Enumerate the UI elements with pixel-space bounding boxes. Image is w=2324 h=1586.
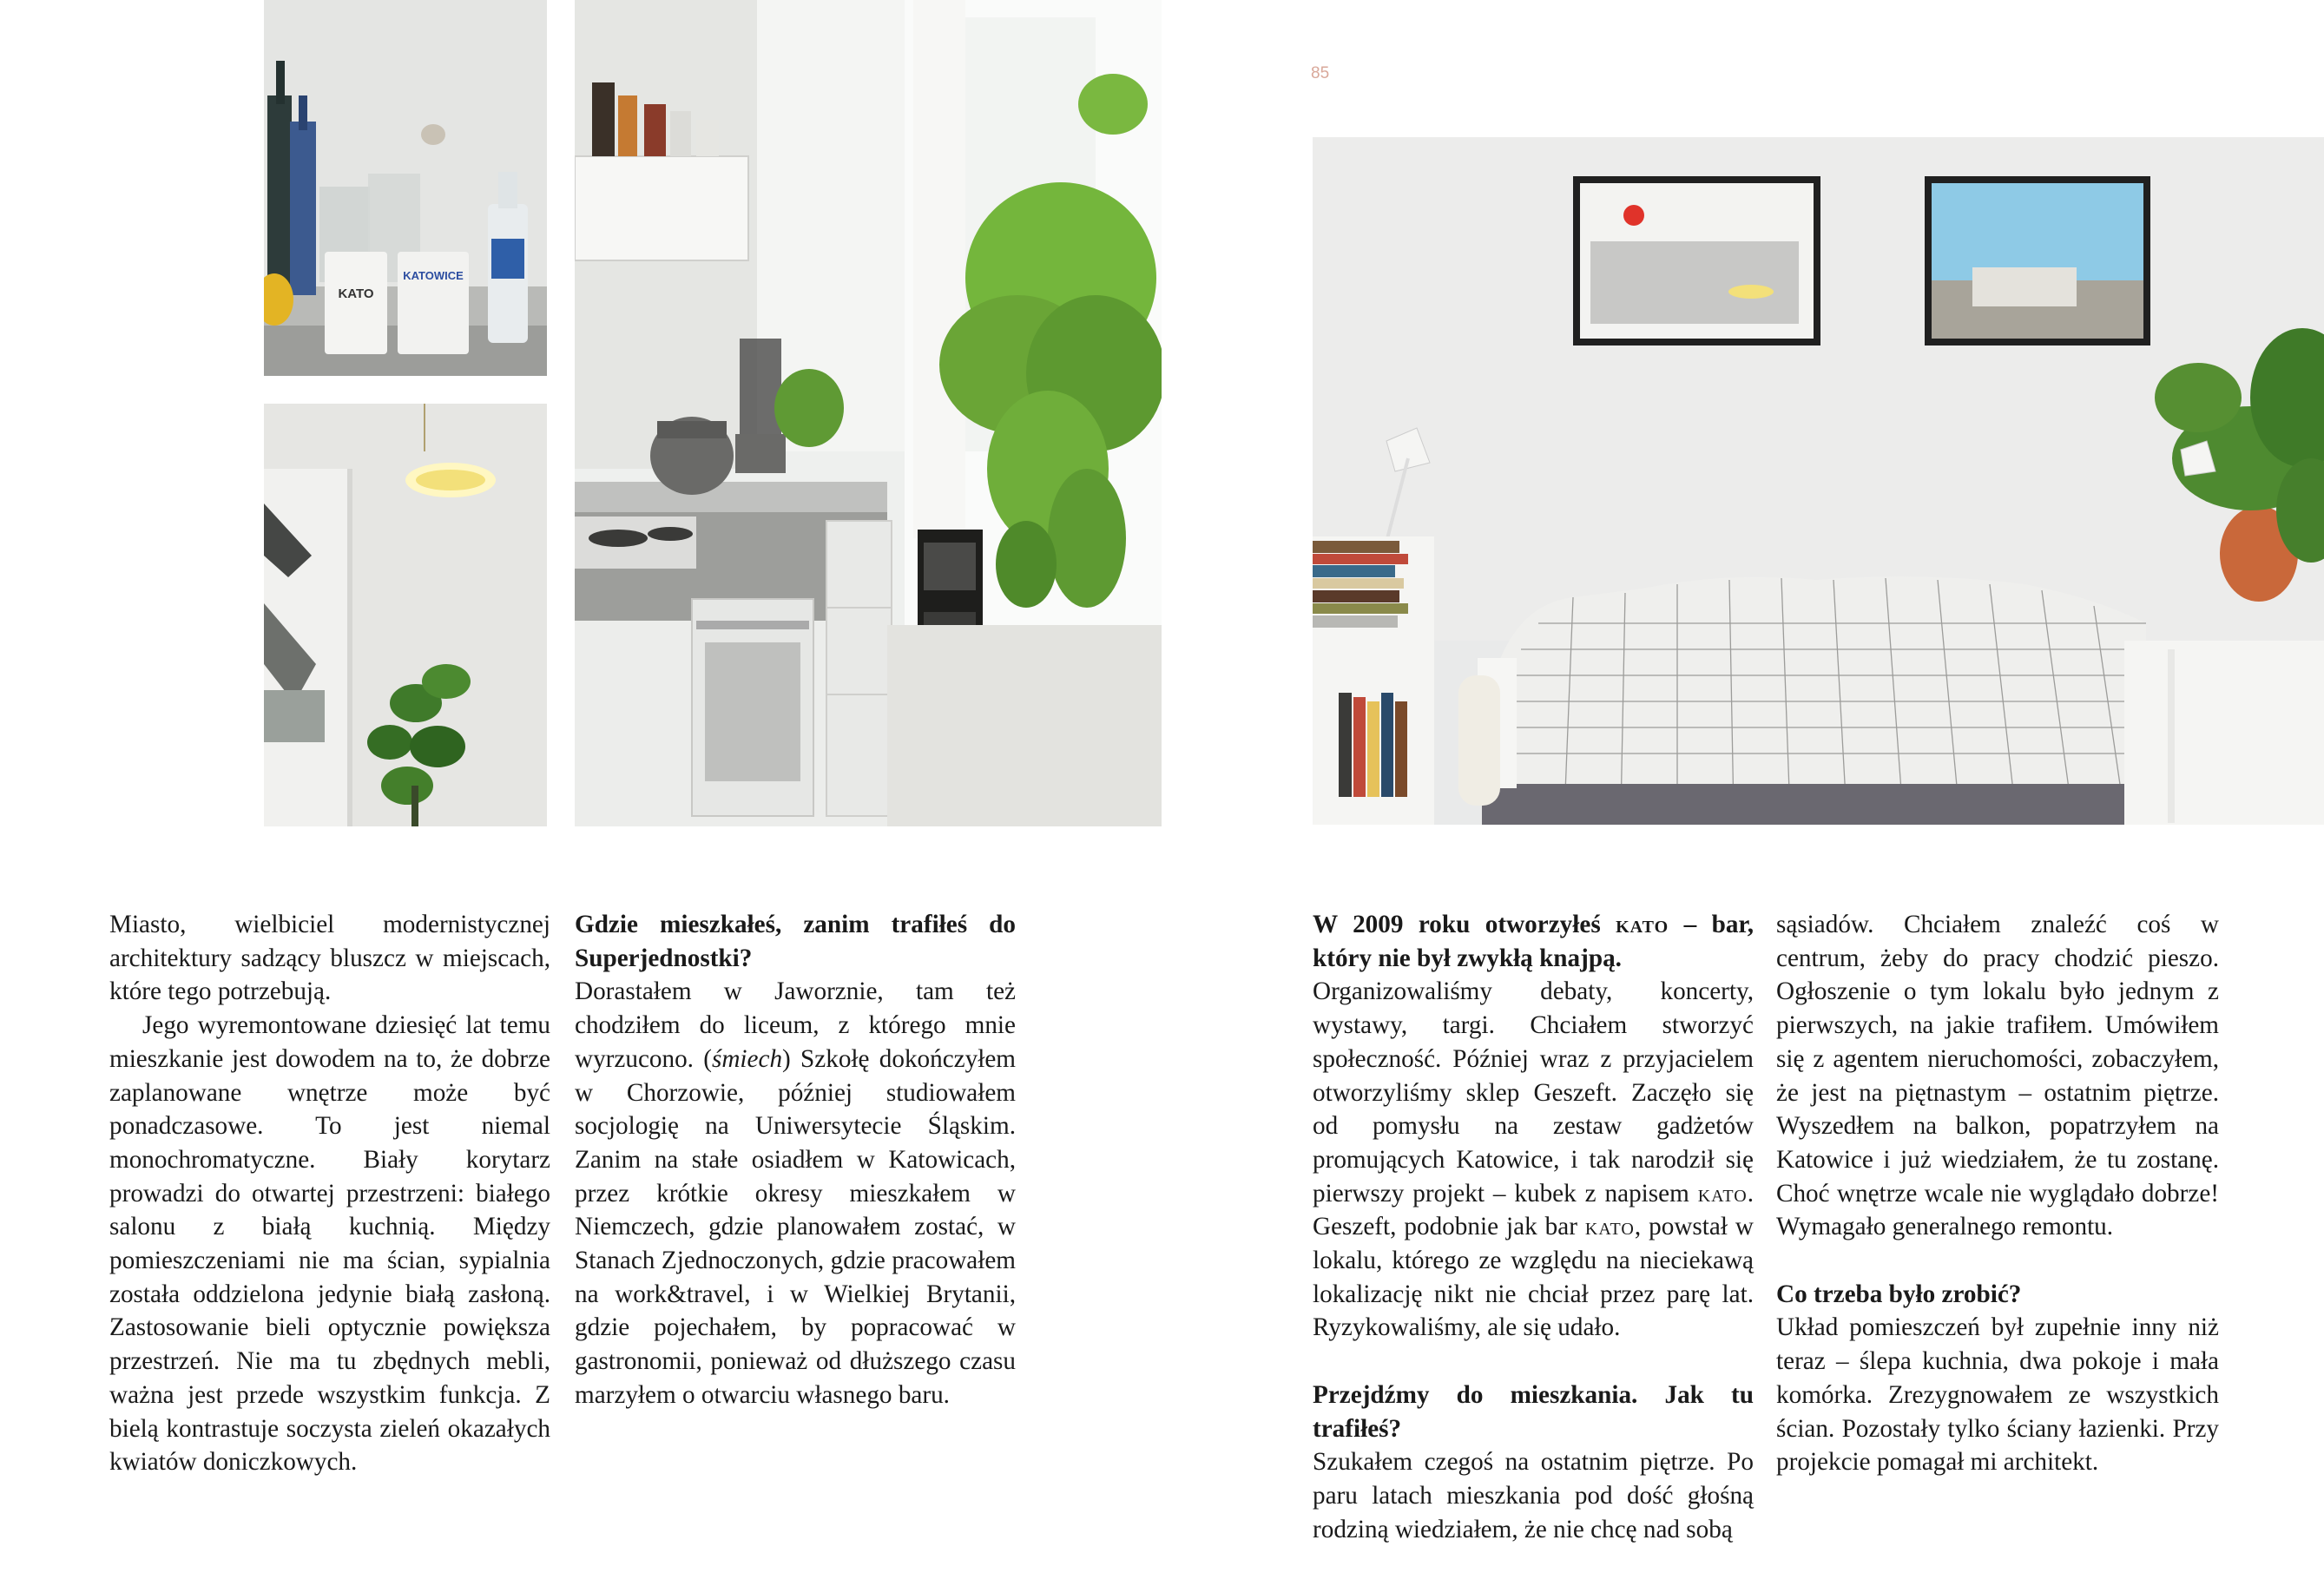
interview-answer: Dorastałem w Jaworznie, tam też chodziłem do liceum, z którego mnie wyrzucono. (śmiech) Szkołę dokończyłem w Chorzowie, później studiowałem socjologię na Uniwersytecie Śląskim. Zanim na stałe osiadłem w Katowicach, przez krótkie okresy mieszkałem w Niemczech, gdzie planowałem zostać, w Stanach Zjednoczonych, gdzie pracowałem na work&travel, i w Wielkiej Brytanii, gdzie pojechałem, by popracować w gastronomii, ponieważ od dłuższego czasu marzyłem o otwarciu własnego baru. (575, 977, 1016, 1409)
interview-question: Przejdźmy do mieszkania. Jak tu trafiłeś? (1313, 1380, 1754, 1443)
mug-label-katowice: KATOWICE (403, 269, 464, 282)
photo-neon-wall (264, 404, 547, 826)
interview-question: Gdzie mieszkałeś, zanim trafiłeś do Superjednostki? (575, 911, 1016, 972)
paragraph: Jego wyremontowane dziesięć lat temu mieszkanie jest dowodem na to, że dobrze zaplanowane wnętrze może być ponadczasowe. To jest niemal monochromatyczne. Biały korytarz prowadzi do otwartej przestrzeni: białego salonu z białą kuchnią. Między pomieszczeniami nie ma ścian, sypialnia została oddzielona jedynie białą zasłoną. Zastosowanie bieli optycznie powiększa przestrzeń. Nie ma tu zbędnych mebli, ważna jest przede wszystkim funkcja. Z bielą kontrastuje soczysta zieleń okazałych kwiatów doniczkowych. (109, 1011, 550, 1477)
photo-kitchen-shelf (264, 0, 547, 376)
interview-answer: Organizowaliśmy debaty, koncerty, wystawy, targi. Chciałem stworzyć społeczność. Później wraz z przyjacielem otworzyliśmy sklep Geszeft. Zaczęło się od pomysłu na zestaw gadżetów promujących Katowice, i tak narodził się pierwszy projekt – kubek z napisem kato. Geszeft, podobnie jak bar kato, powstał w lokalu, którego ze względu na nieciekawą lokalizację nikt nie chciał przez parę lat. Ryzykowaliśmy, ale się udało. (1313, 977, 1754, 1342)
interview-question: Co trzeba było zrobić? (1776, 1280, 2022, 1308)
interview-answer: Układ pomieszczeń był zupełnie inny niż teraz – ślepa kuchnia, dwa pokoje i mała komórka. Zrezygnowałem ze wszystkich ścian. Pozostały tylko ściany łazienki. Przy projekcie pomagał mi architekt. (1776, 1313, 2219, 1477)
interview-answer: Szukałem czegoś na ostatnim piętrze. Po paru latach mieszkania pod dość głośną rodziną wiedziałem, że nie chcę nad sobą (1313, 1448, 1754, 1543)
interview-question: W 2009 roku otworzyłeś kato – bar, który nie był zwykłą knajpą. (1313, 911, 1754, 972)
paragraph: Miasto, wielbiciel modernistycznej architektury sadzący bluszcz w miejscach, które tego potrzebują. (109, 911, 550, 1006)
photo-bedroom (1313, 137, 2324, 825)
text-column-4 (1776, 908, 2219, 1479)
page-number: 85 (1311, 64, 1330, 82)
text-column-2 (575, 908, 1016, 1412)
mug-label-kato: KATO (338, 286, 374, 301)
text-column-3 (1313, 908, 1754, 1546)
interview-answer: sąsiadów. Chciałem znaleźć coś w centrum, żeby do pracy chodzić pieszo. Ogłoszenie o tym lokalu było jednym z pierwszych, na jakie trafiłem. Umówiłem się z agentem nieruchomości, zobaczyłem, że jest na piętnastym – ostatnim piętrze. Wyszedłem na balkon, popatrzyłem na Katowice i już wiedziałem, że tu zostanę. Choć wnętrze wcale nie wyglądało dobrze! Wymagało generalnego remontu. (1776, 911, 2219, 1241)
text-column-1 (109, 908, 550, 1479)
photo-kitchen (575, 0, 1162, 826)
